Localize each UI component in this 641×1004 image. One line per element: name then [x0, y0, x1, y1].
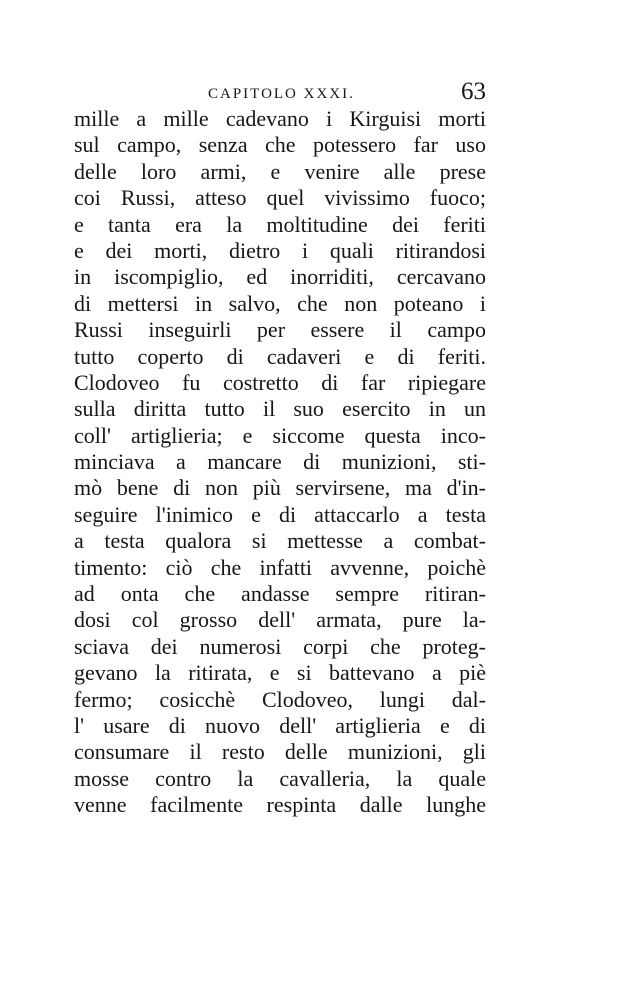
- running-head: [74, 78, 486, 108]
- text-line: l' usare di nuovo dell' artiglieria e di: [74, 712, 486, 738]
- text-line: gevano la ritirata, e si battevano a piè: [74, 660, 486, 686]
- text-line: Clodoveo fu costretto di far ripiegare: [74, 369, 486, 395]
- text-line: venne facilmente respinta dalle lunghe: [74, 792, 486, 818]
- text-line: fermo; cosicchè Clodoveo, lungi dal-: [74, 686, 486, 712]
- text-line: sul campo, senza che potessero far uso: [74, 132, 486, 158]
- text-line: mò bene di non più servirsene, ma d'in-: [74, 475, 486, 501]
- text-line: dosi col grosso dell' armata, pure la-: [74, 607, 486, 633]
- text-line: mosse contro la cavalleria, la quale: [74, 765, 486, 791]
- text-line: a testa qualora si mettesse a combat-: [74, 528, 486, 554]
- text-line: e tanta era la moltitudine dei feriti: [74, 211, 486, 237]
- text-line: sulla diritta tutto il suo esercito in un: [74, 396, 486, 422]
- text-line: sciava dei numerosi corpi che proteg-: [74, 633, 486, 659]
- text-line: e dei morti, dietro i quali ritirandosi: [74, 237, 486, 263]
- text-line: Russi inseguirli per essere il campo: [74, 317, 486, 343]
- page-number: 63: [461, 78, 486, 105]
- text-line: consumare il resto delle munizioni, gli: [74, 739, 486, 765]
- text-line: tutto coperto di cadaveri e di feriti.: [74, 343, 486, 369]
- text-line: mille a mille cadevano i Kirguisi morti: [74, 106, 486, 131]
- text-line: timento: ciò che infatti avvenne, poichè: [74, 554, 486, 580]
- text-line: coll' artiglieria; e siccome questa inco-: [74, 422, 486, 448]
- text-line: coi Russi, atteso quel vivissimo fuoco;: [74, 185, 486, 211]
- text-line: ad onta che andasse sempre ritiran-: [74, 581, 486, 607]
- body-text: [74, 106, 486, 819]
- text-line: seguire l'inimico e di attaccarlo a testa: [74, 501, 486, 527]
- text-line: di mettersi in salvo, che non poteano i: [74, 290, 486, 316]
- chapter-title: CAPITOLO XXXI.: [208, 86, 355, 102]
- text-line: in iscompiglio, ed inorriditi, cercavano: [74, 264, 486, 290]
- text-line: minciava a mancare di munizioni, sti-: [74, 449, 486, 475]
- text-line: delle loro armi, e venire alle prese: [74, 158, 486, 184]
